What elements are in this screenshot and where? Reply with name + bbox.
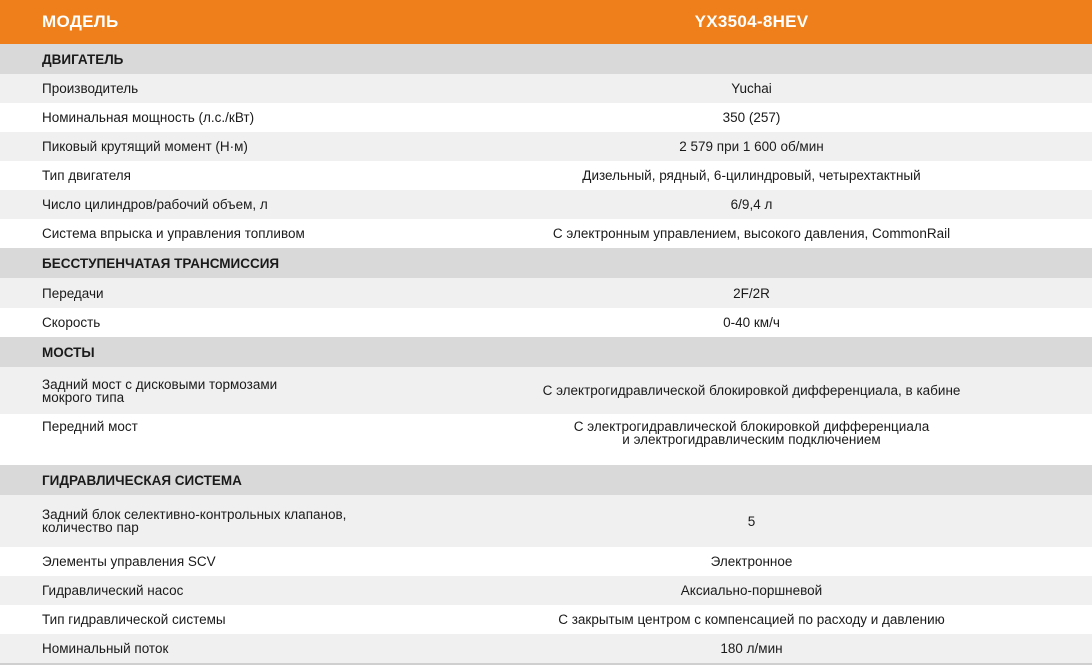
row-value: 0-40 км/ч (411, 308, 1092, 337)
row-value: 5 (411, 495, 1092, 547)
row-value: С закрытым центром с компенсацией по расходу и давлению (411, 605, 1092, 634)
section-title: БЕССТУПЕНЧАТАЯ ТРАНСМИССИЯ (0, 248, 1092, 278)
section-transmission (0, 248, 1092, 278)
table-row (0, 161, 1092, 190)
row-value: 6/9,4 л (411, 190, 1092, 219)
row-value: С электрогидравлической блокировкой дифференциала и электрогидравлическим подключением (411, 414, 1092, 465)
row-value: 350 (257) (411, 103, 1092, 132)
table-row (0, 414, 1092, 465)
row-label: Система впрыска и управления топливом (0, 219, 411, 248)
row-label: Задний мост с дисковыми тормозами мокрого типа (0, 367, 411, 414)
table-row (0, 495, 1092, 547)
row-value: 180 л/мин (411, 634, 1092, 663)
row-label: Число цилиндров/рабочий объем, л (0, 190, 411, 219)
section-title: ДВИГАТЕЛЬ (0, 44, 1092, 74)
table-row (0, 219, 1092, 248)
row-value: Yuchai (411, 74, 1092, 103)
row-label: Скорость (0, 308, 411, 337)
section-hydraulics (0, 465, 1092, 495)
section-engine (0, 44, 1092, 74)
section-title: ГИДРАВЛИЧЕСКАЯ СИСТЕМА (0, 465, 1092, 495)
model-label: МОДЕЛЬ (0, 0, 411, 44)
row-label: Пиковый крутящий момент (Н·м) (0, 132, 411, 161)
table-row (0, 190, 1092, 219)
row-label: Гидравлический насос (0, 576, 411, 605)
table-row (0, 103, 1092, 132)
row-label: Передачи (0, 278, 411, 308)
row-value: Аксиально-поршневой (411, 576, 1092, 605)
row-label: Номинальная мощность (л.с./кВт) (0, 103, 411, 132)
table-row (0, 308, 1092, 337)
row-value: 2 579 при 1 600 об/мин (411, 132, 1092, 161)
row-value: С электронным управлением, высокого давления, CommonRail (411, 219, 1092, 248)
model-value: YX3504-8HEV (411, 0, 1092, 44)
row-value: Электронное (411, 547, 1092, 576)
row-value: 2F/2R (411, 278, 1092, 308)
row-label: Производитель (0, 74, 411, 103)
table-header (0, 0, 1092, 44)
table-row (0, 278, 1092, 308)
table-row (0, 74, 1092, 103)
table-row (0, 547, 1092, 576)
table-row (0, 367, 1092, 414)
row-value: Дизельный, рядный, 6-цилиндровый, четырехтактный (411, 161, 1092, 190)
row-label: Задний блок селективно-контрольных клапанов, количество пар (0, 495, 411, 547)
row-label: Номинальный поток (0, 634, 411, 663)
row-value: С электрогидравлической блокировкой дифференциала, в кабине (411, 367, 1092, 414)
row-label: Передний мост (0, 414, 411, 465)
row-label: Тип гидравлической системы (0, 605, 411, 634)
table-row (0, 605, 1092, 634)
section-title: МОСТЫ (0, 337, 1092, 367)
table-row (0, 634, 1092, 663)
section-axles (0, 337, 1092, 367)
row-label: Тип двигателя (0, 161, 411, 190)
table-row (0, 576, 1092, 605)
row-label: Элементы управления SCV (0, 547, 411, 576)
table-row (0, 132, 1092, 161)
